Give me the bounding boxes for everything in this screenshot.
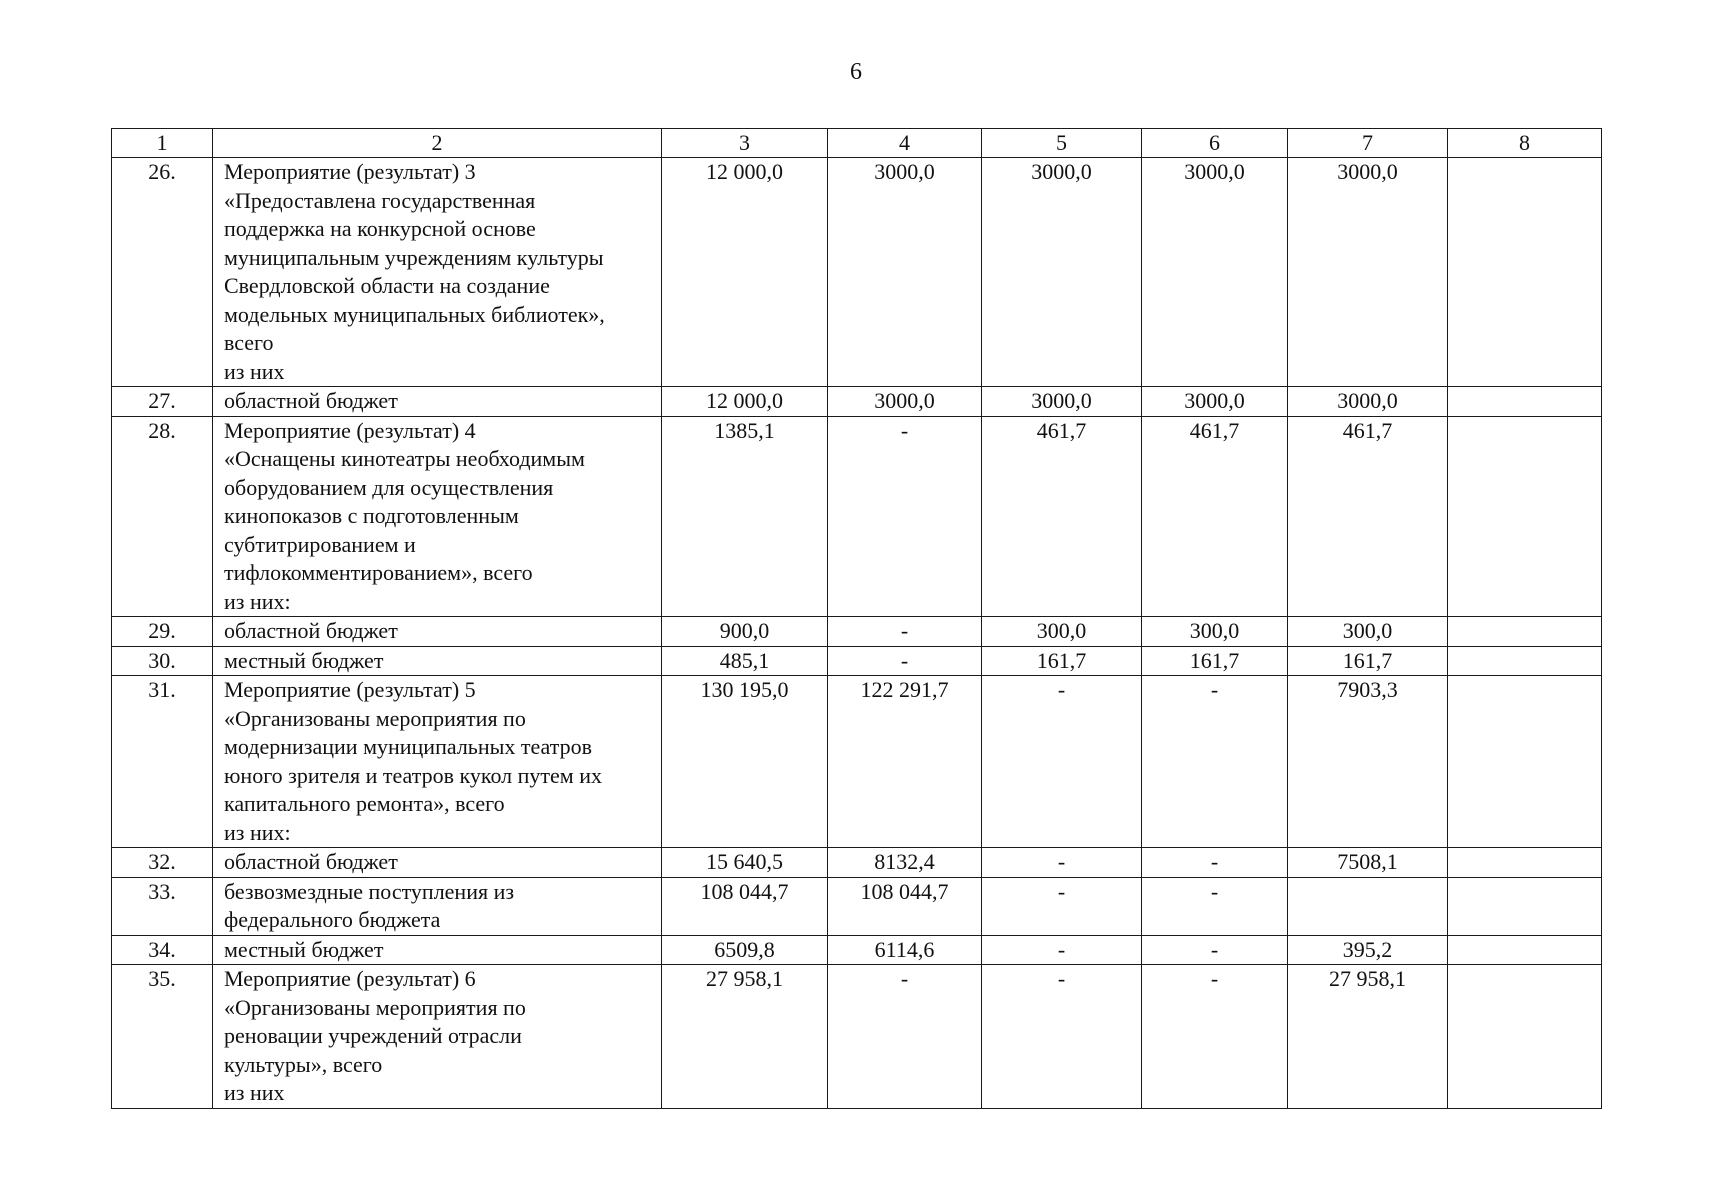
description-line: из них [224,1080,285,1105]
value-cell-c5: 3000,0 [982,158,1142,387]
value-cell-c6: - [1142,877,1288,935]
value-cell-c4: - [828,965,982,1109]
value-cell-c3: 15 640,5 [662,848,828,878]
value-cell-c8 [1448,877,1602,935]
description-line: «Организованы мероприятия по [224,705,526,731]
column-header: 6 [1142,129,1288,158]
page-number: 6 [850,59,862,85]
description-line: областной бюджет [224,388,398,413]
value-cell-c3: 12 000,0 [662,387,828,417]
description-line: модернизации муниципальных театров [224,734,592,759]
value-cell-c8 [1448,676,1602,848]
value-cell-c5: 300,0 [982,617,1142,647]
value-cell-c6: 3000,0 [1142,158,1288,387]
table-row [112,617,1602,647]
row-description [213,617,662,647]
value-cell-c5: - [982,935,1142,965]
table-row [112,848,1602,878]
row-number: 32. [112,848,213,878]
row-description [213,935,662,965]
description-line: федерального бюджета [224,907,441,932]
column-header: 8 [1448,129,1602,158]
value-cell-c3: 108 044,7 [662,877,828,935]
value-cell-c8 [1448,848,1602,878]
description-line: местный бюджет [224,936,384,962]
value-cell-c7 [1288,877,1448,935]
value-cell-c3: 6509,8 [662,935,828,965]
value-cell-c4: 3000,0 [828,158,982,387]
value-cell-c6: - [1142,676,1288,848]
value-cell-c6: - [1142,848,1288,878]
table-row [112,877,1602,935]
description-line: тифлокомментированием», всего [224,560,533,585]
value-cell-c7: 300,0 [1288,617,1448,647]
row-description [213,416,662,617]
value-cell-c3: 27 958,1 [662,965,828,1109]
value-cell-c5: 461,7 [982,416,1142,617]
column-header: 1 [112,129,213,158]
description-line: областной бюджет [224,618,398,643]
value-cell-c4: 108 044,7 [828,877,982,935]
description-line: субтитрированием и [224,531,416,557]
value-cell-c7: 27 958,1 [1288,965,1448,1109]
value-cell-c8 [1448,416,1602,617]
description-line: поддержка на конкурсной основе [224,216,536,241]
row-description [213,646,662,676]
column-header: 4 [828,129,982,158]
description-line: юного зрителя и театров кукол путем их [224,762,602,788]
row-description [213,877,662,935]
description-line: областной бюджет [224,849,398,874]
value-cell-c7: 3000,0 [1288,387,1448,417]
description-line: местный бюджет [224,647,384,673]
column-header: 2 [213,129,662,158]
row-number: 30. [112,646,213,676]
value-cell-c6: 461,7 [1142,416,1288,617]
row-number: 29. [112,617,213,647]
row-description [213,387,662,417]
description-line: капитального ремонта», всего [224,791,505,816]
value-cell-c6: 161,7 [1142,646,1288,676]
description-line: всего [224,330,274,355]
value-cell-c7: 395,2 [1288,935,1448,965]
row-number: 33. [112,877,213,935]
table-row [112,935,1602,965]
value-cell-c7: 461,7 [1288,416,1448,617]
row-number: 27. [112,387,213,417]
value-cell-c5: - [982,965,1142,1109]
value-cell-c7: 3000,0 [1288,158,1448,387]
value-cell-c7: 7508,1 [1288,848,1448,878]
value-cell-c5: - [982,848,1142,878]
table-row [112,965,1602,1109]
value-cell-c5: 161,7 [982,646,1142,676]
description-line: Свердловской области на создание [224,273,550,298]
value-cell-c7: 7903,3 [1288,676,1448,848]
description-line: из них: [224,819,291,845]
description-line: Мероприятие (результат) 4 [224,417,476,443]
value-cell-c8 [1448,617,1602,647]
value-cell-c6: - [1142,965,1288,1109]
value-cell-c4: 8132,4 [828,848,982,878]
value-cell-c6: 3000,0 [1142,387,1288,417]
value-cell-c6: 300,0 [1142,617,1288,647]
description-line: безвозмездные поступления из [224,878,515,904]
table-row [112,387,1602,417]
value-cell-c5: - [982,676,1142,848]
table-row [112,158,1602,387]
description-line: реновации учреждений отрасли [224,1023,522,1048]
row-number: 35. [112,965,213,1109]
description-line: Мероприятие (результат) 5 [224,677,476,702]
description-line: оборудованием для осуществления [224,474,554,500]
value-cell-c4: - [828,617,982,647]
column-header: 7 [1288,129,1448,158]
value-cell-c8 [1448,387,1602,417]
row-description [213,676,662,848]
value-cell-c4: 122 291,7 [828,676,982,848]
description-line: кинопоказов с подготовленным [224,503,519,528]
description-line: «Организованы мероприятия по [224,994,526,1020]
row-description [213,965,662,1109]
row-number: 28. [112,416,213,617]
value-cell-c4: - [828,416,982,617]
value-cell-c8 [1448,646,1602,676]
value-cell-c3: 12 000,0 [662,158,828,387]
row-number: 31. [112,676,213,848]
value-cell-c4: 3000,0 [828,387,982,417]
value-cell-c3: 130 195,0 [662,676,828,848]
description-line: Мероприятие (результат) 6 [224,966,476,991]
row-number: 34. [112,935,213,965]
budget-table [111,128,1602,1109]
value-cell-c3: 485,1 [662,646,828,676]
row-description [213,158,662,387]
value-cell-c3: 1385,1 [662,416,828,617]
table-row [112,646,1602,676]
table-row [112,416,1602,617]
description-line: муниципальным учреждениям культуры [224,244,604,270]
value-cell-c4: - [828,646,982,676]
row-description [213,848,662,878]
value-cell-c8 [1448,965,1602,1109]
description-line: «Оснащены кинотеатры необходимым [224,446,585,471]
value-cell-c8 [1448,935,1602,965]
description-line: «Предоставлена государственная [224,187,536,213]
value-cell-c5: - [982,877,1142,935]
description-line: культуры», всего [224,1051,383,1077]
description-line: из них [224,358,285,384]
description-line: из них: [224,588,291,614]
value-cell-c4: 6114,6 [828,935,982,965]
description-line: Мероприятие (результат) 3 [224,159,476,184]
value-cell-c8 [1448,158,1602,387]
value-cell-c5: 3000,0 [982,387,1142,417]
column-header: 5 [982,129,1142,158]
row-number: 26. [112,158,213,387]
value-cell-c3: 900,0 [662,617,828,647]
value-cell-c6: - [1142,935,1288,965]
table-row [112,676,1602,848]
header-row [112,129,1602,158]
description-line: модельных муниципальных библиотек», [224,301,605,327]
value-cell-c7: 161,7 [1288,646,1448,676]
column-header: 3 [662,129,828,158]
